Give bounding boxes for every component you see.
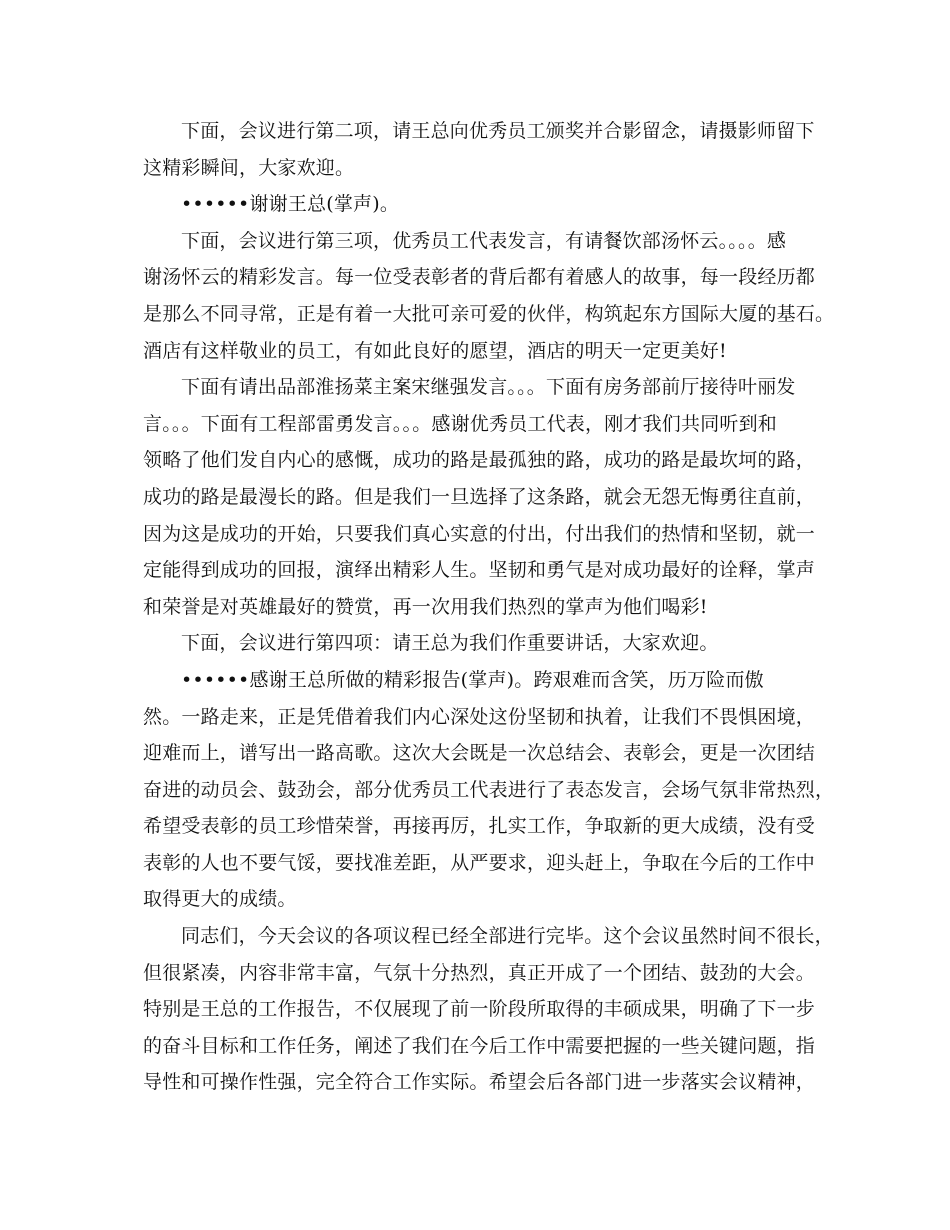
document-body (143, 113, 835, 1101)
text-line: 取得更大的成绩。 (143, 888, 297, 911)
text-line: 下面有请出品部淮扬菜主案宋继强发言。。。下面有房务部前厅接待叶丽发 (181, 376, 796, 399)
text-line: 酒店有这样敬业的员工，有如此良好的愿望，酒店的明天一定更美好! (143, 339, 727, 362)
text-line: 迎难而上，谱写出一路高歌。这次大会既是一次总结会、表彰会，更是一次团结 (143, 742, 816, 765)
text-line: 导性和可操作性强，完全符合工作实际。希望会后各部门进一步落实会议精神， (143, 1071, 816, 1094)
paragraph-more-speeches (143, 369, 816, 625)
text-line: 言。。。下面有工程部雷勇发言。。。感谢优秀员工代表，刚才我们共同听到和 (143, 412, 778, 435)
text-line: 这精彩瞬间，大家欢迎。 (143, 156, 355, 179)
text-line: 下面，会议进行第二项，请王总向优秀员工颁奖并合影留念，请摄影师留下 (181, 120, 815, 142)
text-line: 特别是王总的工作报告，不仅展现了前一阶段所取得的丰硕成果，明确了下一步 (143, 998, 816, 1021)
text-line: 同志们，今天会议的各项议程已经全部进行完毕。这个会议虽然时间不很长， (181, 925, 834, 948)
paragraph-thanks-applause (143, 186, 807, 223)
text-line: 成功的路是最漫长的路。但是我们一旦选择了这条路，就会无怨无悔勇往直前， (143, 485, 816, 508)
text-line: ••••••感谢王总所做的精彩报告(掌声)。跨艰难而含笑，历万险而傲 (181, 668, 764, 691)
paragraph-award-ceremony (143, 113, 815, 186)
text-line: 下面，会议进行第三项，优秀员工代表发言，有请餐饮部汤怀云。。。。感 (181, 229, 787, 252)
text-line: 是那么不同寻常，正是有着一大批可亲可爱的伙伴，构筑起东方国际大厦的基石。 (143, 302, 835, 325)
text-line: ••••••谢谢王总(掌声)。 (181, 193, 400, 216)
text-line: 下面，会议进行第四项：请王总为我们作重要讲话，大家欢迎。 (181, 632, 719, 655)
paragraph-fourth-item (143, 625, 807, 662)
text-line: 希望受表彰的员工珍惜荣誉，再接再厉，扎实工作，争取新的更大成绩，没有受 (143, 815, 816, 838)
text-line: 定能得到成功的回报，演绎出精彩人生。坚韧和勇气是对成功最好的诠释，掌声 (143, 559, 816, 582)
paragraph-closing-remarks (143, 918, 834, 1101)
paragraph-employee-speech (143, 223, 835, 369)
text-line: 表彰的人也不要气馁，要找准差距，从严要求，迎头赶上，争取在今后的工作中 (143, 851, 816, 874)
text-line: 领略了他们发自内心的感慨，成功的路是最孤独的路，成功的路是最坎坷的路， (143, 449, 816, 472)
text-line: 谢汤怀云的精彩发言。每一位受表彰者的背后都有着感人的故事，每一段经历都 (143, 266, 816, 289)
text-line: 的奋斗目标和工作任务，阐述了我们在今后工作中需要把握的一些关键问题，指 (143, 1034, 816, 1057)
paragraph-report-thanks (143, 662, 835, 918)
text-line: 奋进的动员会、鼓劲会，部分优秀员工代表进行了表态发言，会场气氛非常热烈， (143, 778, 835, 801)
text-line: 和荣誉是对英雄最好的赞赏，再一次用我们热烈的掌声为他们喝彩! (143, 595, 708, 618)
text-line: 因为这是成功的开始，只要我们真心实意的付出，付出我们的热情和坚韧，就一 (143, 522, 816, 545)
text-line: 但很紧凑，内容非常丰富，气氛十分热烈，真正开成了一个团结、鼓劲的大会。 (143, 961, 816, 984)
text-line: 然。一路走来，正是凭借着我们内心深处这份坚韧和执着，让我们不畏惧困境， (143, 705, 816, 728)
